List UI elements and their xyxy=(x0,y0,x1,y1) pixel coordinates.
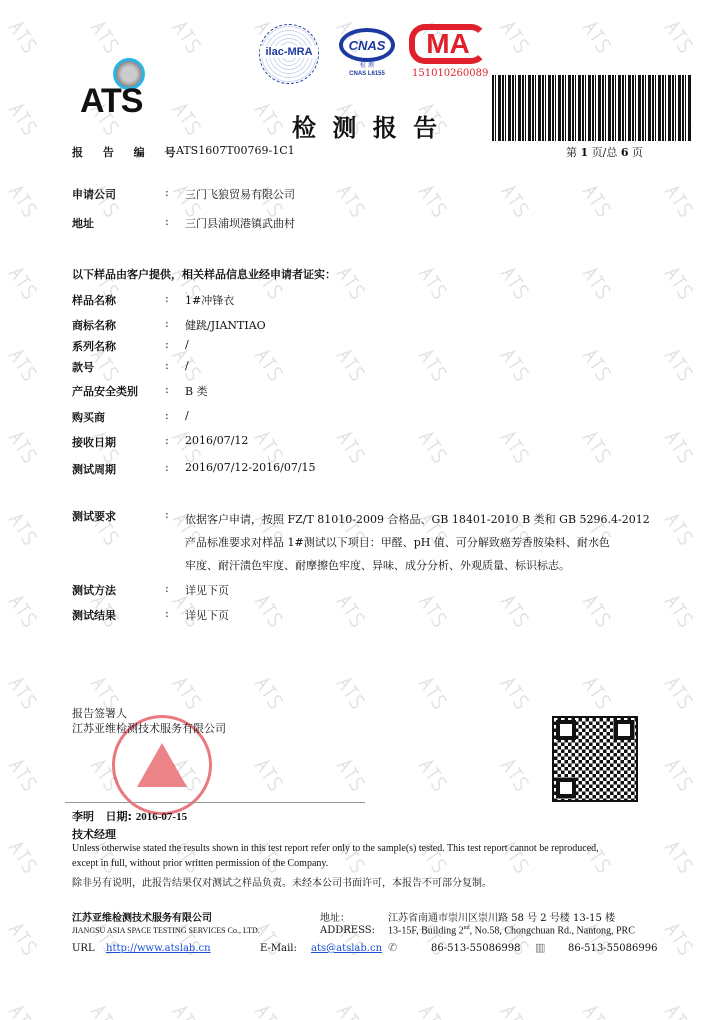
field-label: 产品安全类别 xyxy=(72,385,138,398)
phone-icon: ✆ xyxy=(388,941,398,954)
watermark xyxy=(172,20,201,53)
colon: : xyxy=(165,383,169,396)
sample-row xyxy=(72,434,672,450)
sample-row xyxy=(72,383,672,399)
watermark xyxy=(8,758,37,791)
test-method-value: 详见下页 xyxy=(185,584,229,597)
address-en-sup: nd xyxy=(463,925,470,931)
colon: : xyxy=(165,409,169,422)
applicant-row xyxy=(72,215,672,231)
watermark xyxy=(664,922,693,955)
email-label: E-Mail: xyxy=(260,943,297,954)
watermark xyxy=(254,676,283,709)
watermark xyxy=(8,594,37,627)
ilac-mra-logo xyxy=(259,24,319,84)
sample-intro: 以下样品由客户提供，相关样品信息业经申请者证实： xyxy=(72,268,336,281)
fax-number: 86-513-55086996 xyxy=(568,943,658,954)
colon: : xyxy=(165,186,169,199)
watermark xyxy=(500,1004,529,1020)
watermark xyxy=(8,676,37,709)
field-value: 1#冲锋衣 xyxy=(185,294,235,307)
field-value: 2016/07/12-2016/07/15 xyxy=(185,461,316,474)
watermark xyxy=(500,20,529,53)
phone-number: 86-513-55086998 xyxy=(431,943,521,954)
watermark xyxy=(8,348,37,381)
sign-date: 2016-07-15 xyxy=(135,811,188,823)
watermark xyxy=(336,676,365,709)
watermark xyxy=(254,758,283,791)
page-indicator xyxy=(566,144,643,160)
footer-company-en: JIANGSU ASIA SPACE TESTING SERVICES Co., LTD. xyxy=(72,926,260,935)
field-label: 接收日期 xyxy=(72,436,116,449)
url-label: URL xyxy=(72,943,95,954)
barcode xyxy=(492,75,692,141)
watermark xyxy=(336,758,365,791)
field-value: 三门飞狼贸易有限公司 xyxy=(185,188,295,201)
test-result-row xyxy=(72,607,672,623)
signer-role: 技术经理 xyxy=(72,828,116,841)
signer-line xyxy=(72,808,187,824)
test-requirement-label: 测试要求 xyxy=(72,510,116,523)
watermark xyxy=(254,102,283,135)
page-mid: 页/总 xyxy=(591,146,618,159)
watermark xyxy=(664,20,693,53)
watermark xyxy=(500,676,529,709)
watermark xyxy=(8,184,37,217)
qr-code xyxy=(552,716,638,802)
field-label: 商标名称 xyxy=(72,319,116,332)
watermark xyxy=(172,676,201,709)
colon: : xyxy=(165,292,169,305)
colon: : xyxy=(165,317,169,330)
watermark xyxy=(500,758,529,791)
sample-row xyxy=(72,317,672,333)
page-title: 检 测 报 告 xyxy=(292,114,442,142)
watermark xyxy=(664,1004,693,1020)
sample-row xyxy=(72,409,672,425)
disclaimer-en-2: except in full, without prior written permission of the Company. xyxy=(72,858,329,869)
watermark xyxy=(8,430,37,463)
watermark xyxy=(418,676,447,709)
test-method-label: 测试方法 xyxy=(72,584,116,597)
sample-row xyxy=(72,338,672,354)
colon: : xyxy=(165,607,169,620)
watermark xyxy=(8,20,37,53)
signatory-label: 报告签署人 xyxy=(72,707,127,720)
signature-line xyxy=(65,802,365,803)
test-result-label: 测试结果 xyxy=(72,609,116,622)
sample-row xyxy=(72,292,672,308)
report-number-label: 报 告 编 号 xyxy=(72,146,184,159)
field-label: 系列名称 xyxy=(72,340,116,353)
watermark xyxy=(8,922,37,955)
ats-logo-text: ATS xyxy=(80,82,143,120)
applicant-row xyxy=(72,186,672,202)
report-number: ATS1607T00769-1C1 xyxy=(176,144,295,157)
field-label: 样品名称 xyxy=(72,294,116,307)
req-line: 牢度、耐汗渍色牢度、耐摩擦色牢度、异味、成分分析、外观质量、标识标志。 xyxy=(185,559,570,572)
cma-logo xyxy=(409,24,487,64)
disclaimer-cn: 除非另有说明，此报告结果仅对测试之样品负责。未经本公司书面许可，本报告不可部分复制。 xyxy=(72,878,492,889)
signer-name: 李明 xyxy=(72,810,94,823)
colon: : xyxy=(165,508,169,521)
disclaimer-en-1: Unless otherwise stated the results shown in this test report refer only to the sample(s) tested. This test report cannot be reproduced, xyxy=(72,843,599,854)
watermark xyxy=(418,758,447,791)
watermark xyxy=(664,840,693,873)
cnas-logo xyxy=(334,28,400,86)
address-en xyxy=(388,925,635,936)
ats-logo xyxy=(80,58,180,120)
field-value: 2016/07/12 xyxy=(185,434,249,447)
page-current: 1 xyxy=(580,146,589,159)
date-label: 日期: xyxy=(105,810,132,823)
footer-company-cn: 江苏亚维检测技术服务有限公司 xyxy=(72,913,212,924)
cnas-number: CNAS L6155 xyxy=(349,71,385,77)
page-suffix: 页 xyxy=(632,146,644,159)
cma-text: MA xyxy=(426,28,470,59)
watermark xyxy=(336,1004,365,1020)
watermark xyxy=(582,20,611,53)
req-line: 产品标准要求对样品 1#测试以下项目：甲醛、pH 值、可分解致癌芳香胺染料、耐水色 xyxy=(185,536,610,549)
req-line: 依据客户申请，按照 FZ/T 81010-2009 合格品、GB 18401-2010 B 类和 GB 5296.4-2012 xyxy=(185,513,650,526)
watermark xyxy=(582,676,611,709)
test-requirement-row xyxy=(72,508,672,572)
address-cn: 江苏省南通市崇川区崇川路 58 号 2 号楼 13-15 楼 xyxy=(388,913,615,924)
colon: : xyxy=(165,434,169,447)
watermark xyxy=(8,512,37,545)
watermark xyxy=(254,1004,283,1020)
field-label: 购买商 xyxy=(72,411,105,424)
test-result-value: 详见下页 xyxy=(185,609,229,622)
test-method-row xyxy=(72,582,672,598)
watermark xyxy=(8,102,37,135)
address-en-b: , No.58, Chongchuan Rd., Nantong, PRC xyxy=(469,925,635,937)
field-value: 健跳/JIANTIAO xyxy=(185,319,266,332)
watermark xyxy=(90,1004,119,1020)
watermark xyxy=(172,1004,201,1020)
colon: : xyxy=(165,338,169,351)
field-label: 申请公司 xyxy=(72,188,116,201)
colon: : xyxy=(165,461,169,474)
ilac-text: ilac-MRA xyxy=(260,46,318,58)
field-label: 测试周期 xyxy=(72,463,116,476)
field-value: B 类 xyxy=(185,385,208,398)
address-label-cn: 地址： xyxy=(320,913,350,924)
colon: : xyxy=(165,582,169,595)
sample-row xyxy=(72,359,672,375)
field-label: 款号 xyxy=(72,361,94,374)
watermark xyxy=(418,1004,447,1020)
field-value: / xyxy=(185,409,189,422)
watermark xyxy=(8,840,37,873)
address-label-en: ADDRESS: xyxy=(320,925,375,936)
cma-number: 151010260089 xyxy=(412,68,489,79)
cnas-text: CNAS xyxy=(348,37,386,53)
watermark xyxy=(664,758,693,791)
colon: : xyxy=(165,359,169,372)
page-total: 6 xyxy=(620,146,629,159)
field-label: 地址 xyxy=(72,217,94,230)
colon: : xyxy=(165,215,169,228)
cnas-sub: 检 测 xyxy=(360,62,374,69)
field-value: 三门县浦坝港镇武曲村 xyxy=(185,217,295,230)
fax-icon: ▥ xyxy=(535,941,546,954)
page-prefix: 第 xyxy=(566,146,577,159)
stamp-star xyxy=(137,743,187,787)
address-en-a: 13-15F, Building 2 xyxy=(388,925,464,937)
watermark xyxy=(582,1004,611,1020)
field-value: / xyxy=(185,359,189,372)
watermark xyxy=(90,20,119,53)
website-link[interactable]: http://www.atslab.cn xyxy=(106,943,211,954)
signatory-company: 江苏亚维检测技术服务有限公司 xyxy=(72,722,226,735)
watermark xyxy=(8,266,37,299)
test-requirement-text xyxy=(185,508,650,577)
field-value: / xyxy=(185,338,189,351)
email-link[interactable]: ats@atslab.cn xyxy=(311,943,383,954)
watermark xyxy=(664,676,693,709)
sample-row xyxy=(72,461,672,477)
watermark xyxy=(8,1004,37,1020)
